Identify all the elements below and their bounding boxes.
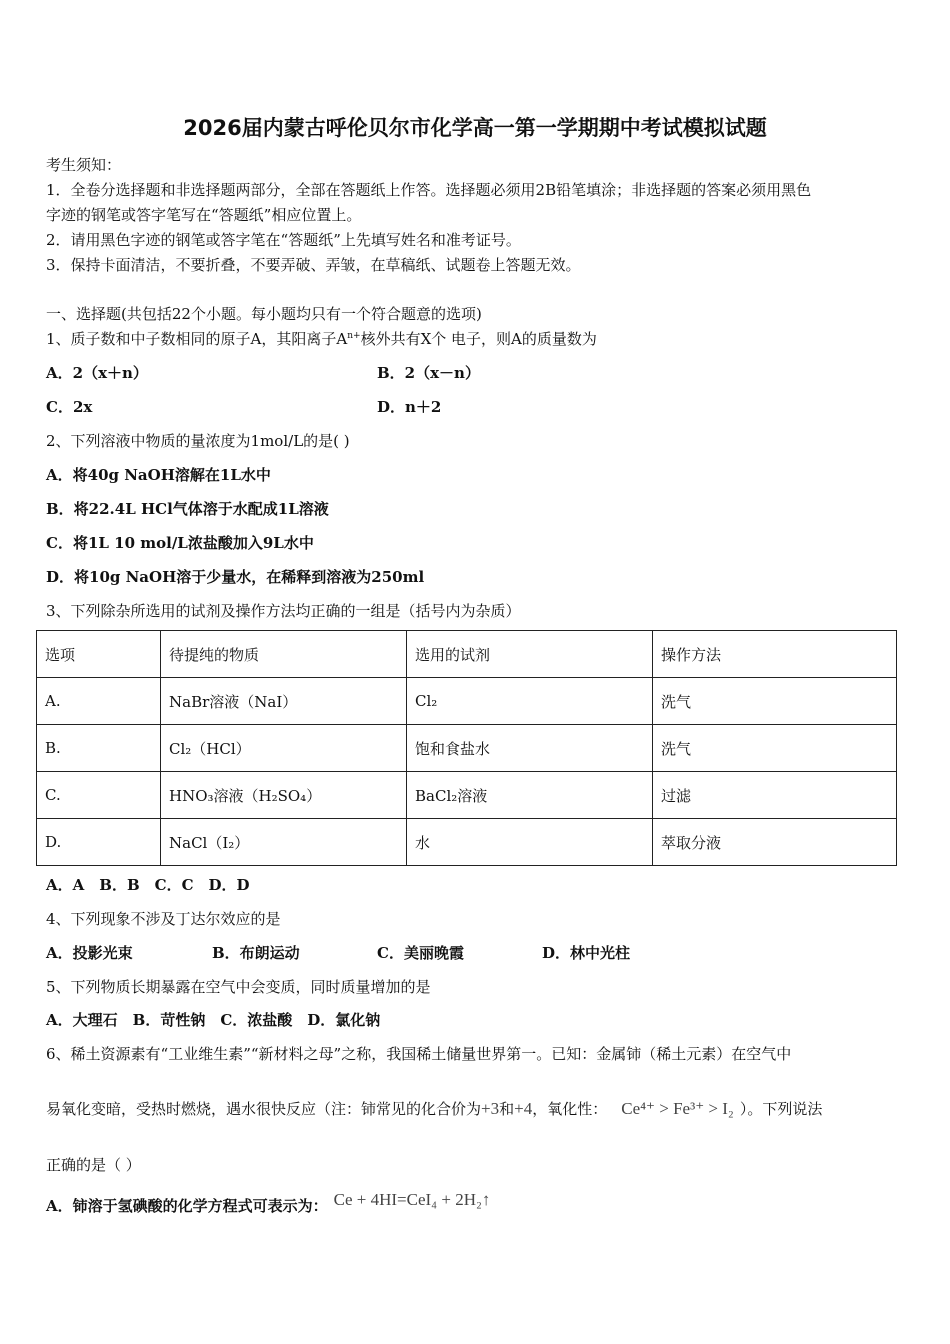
table-cell: A. [37,678,161,725]
q1-stem-b: 核外共有X个 电子，则A的质量数为 [360,330,597,348]
q1-charge: n+ [347,331,361,341]
q3-table [36,630,897,866]
q2-option-a[interactable]: A．将40g NaOH溶解在1L水中 [46,466,271,484]
table-header-row [37,631,897,678]
table-cell: Cl₂（HCl） [161,725,407,772]
question-6-line-2 [46,1098,822,1119]
table-cell: B. [37,725,161,772]
table-cell: 饱和食盐水 [407,725,653,772]
table-cell: C. [37,772,161,819]
page-title: 2026届内蒙古呼伦贝尔市化学高一第一学期期中考试模拟试题 [183,116,767,140]
q2-option-b[interactable]: B．将22.4L HCl气体溶于水配成1L溶液 [46,500,329,518]
table-cell: 水 [407,819,653,866]
question-2-stem: 2、下列溶液中物质的量浓度为1mol/L的是( ) [46,432,350,450]
q2-option-d[interactable]: D．将10g NaOH溶于少量水，在稀释到溶液为250ml [46,568,425,586]
q4-option-a[interactable]: A．投影光束 [46,944,133,962]
q1-option-d[interactable]: D．n＋2 [377,398,442,416]
notice-header: 考生须知： [46,156,122,174]
table-row [37,819,897,866]
q4-option-b[interactable]: B．布朗运动 [212,944,300,962]
notice-item-1-cont: 字迹的钢笔或答字笔写在“答题纸”相应位置上。 [46,206,362,224]
table-cell: 过滤 [653,772,897,819]
table-cell: D. [37,819,161,866]
table-cell: NaBr溶液（NaI） [161,678,407,725]
table-cell: 洗气 [653,678,897,725]
q3-options[interactable]: A．A B．B C．C D．D [46,876,250,894]
q6-text-a: 易氧化变暗，受热时燃烧，遇水很快反应（注：铈常见的化合价为 [46,1100,482,1118]
table-header-cell: 选项 [37,631,161,678]
q1-option-c[interactable]: C．2x [46,398,93,416]
question-1-stem [46,328,597,349]
section-heading: 一、选择题(共包括22个小题。每小题均只有一个符合题意的选项) [46,305,482,323]
table-cell: HNO₃溶液（H₂SO₄） [161,772,407,819]
table-row [37,678,897,725]
q1-option-a[interactable]: A．2（x＋n） [46,364,148,382]
q6-oxidation-order: Ce⁴⁺ > Fe³⁺ > I₂ [621,1099,734,1118]
question-6-line-3: 正确的是（ ） [46,1156,141,1174]
q6-option-a[interactable] [46,1190,491,1216]
table-row [37,772,897,819]
q6-valence-3: +3 [481,1099,500,1118]
table-header-cell: 选用的试剂 [407,631,653,678]
q6-text-c: ，氧化性： [532,1100,608,1118]
question-6-line-1: 6、稀土资源素有“工业维生素”“新材料之母”之称，我国稀土储量世界第一。已知：金属铈（稀土元素）在空气中 [46,1045,792,1063]
table-cell: NaCl（I₂） [161,819,407,866]
question-3-stem: 3、下列除杂所选用的试剂及操作方法均正确的一组是（括号内为杂质） [46,602,521,620]
notice-item-2: 2．请用黑色字迹的钢笔或答字笔在“答题纸”上先填写姓名和准考证号。 [46,231,521,249]
table-cell: 洗气 [653,725,897,772]
notice-item-1: 1．全卷分选择题和非选择题两部分，全部在答题纸上作答。选择题必须用2B铅笔填涂；非选择题的答案必须用黑色 [46,181,812,199]
q2-option-c[interactable]: C．将1L 10 mol/L浓盐酸加入9L水中 [46,534,314,552]
notice-item-3: 3．保持卡面清洁，不要折叠，不要弄破、弄皱，在草稿纸、试题卷上答题无效。 [46,256,581,274]
q6-valence-4: +4 [514,1099,533,1118]
q5-options[interactable]: A．大理石 B．苛性钠 C．浓盐酸 D．氯化钠 [46,1011,381,1029]
question-4-stem: 4、下列现象不涉及丁达尔效应的是 [46,910,281,928]
q4-option-c[interactable]: C．美丽晚霞 [377,944,464,962]
q4-option-d[interactable]: D．林中光柱 [542,944,631,962]
table-cell: Cl₂ [407,678,653,725]
table-row [37,725,897,772]
table-cell: BaCl₂溶液 [407,772,653,819]
q1-option-b[interactable]: B．2（x－n） [377,364,480,382]
question-5-stem: 5、下列物质长期暴露在空气中会变质，同时质量增加的是 [46,978,431,996]
q1-stem-a: 1、质子数和中子数相同的原子A，其阳离子A [46,330,348,348]
q6-text-d: ）。下列说法 [739,1100,823,1118]
table-header-cell: 待提纯的物质 [161,631,407,678]
table-header-cell: 操作方法 [653,631,897,678]
q6-option-a-text: A．铈溶于氢碘酸的化学方程式可表示为： [46,1197,328,1215]
table-cell: 萃取分液 [653,819,897,866]
q6-option-a-equation: Ce + 4HI=CeI₄ + 2H₂↑ [333,1190,491,1209]
q6-text-b: 和 [499,1100,515,1118]
